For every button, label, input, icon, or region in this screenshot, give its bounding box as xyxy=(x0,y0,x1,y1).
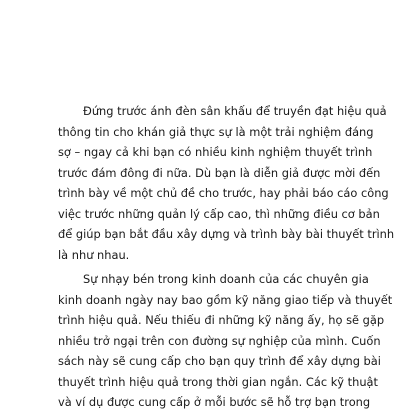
paragraph-1-line: trình bày về một chủ đề cho trước, hay phải báo cáo công xyxy=(58,186,389,200)
paragraph-1-line: sợ – ngay cả khi bạn có nhiều kinh nghiệm thuyết trình xyxy=(58,145,373,159)
paragraph-2-line: thuyết trình hiệu quả trong thời gian ngắn. Các kỹ thuật xyxy=(58,374,379,389)
paragraph-1-line: thông tin cho khán giả thực sự là một trải nghiệm đáng xyxy=(58,124,374,139)
paragraph-2-line: và ví dụ được cung cấp ở mỗi bước sẽ hỗ trợ bạn trong xyxy=(58,395,371,409)
paragraph-1-line: việc trước những quản lý cấp cao, thì những điều cơ bản xyxy=(58,206,380,221)
paragraph-2 xyxy=(58,269,393,413)
paragraph-2-line: Sự nhạy bén trong kinh doanh của các chuyên gia xyxy=(83,272,369,286)
paragraph-2-line: trình hiệu quả. Nếu thiếu đi những kỹ năng ấy, họ sẽ gặp xyxy=(58,313,385,327)
paragraph-1-line: Đứng trước ánh đèn sân khấu để truyền đạt hiệu quả xyxy=(83,104,387,118)
paragraph-1 xyxy=(58,101,395,265)
paragraph-2-line: kinh doanh ngày nay bao gồm kỹ năng giao tiếp và thuyết xyxy=(58,292,393,307)
paragraph-2-line: nhiều trở ngại trên con đường sự nghiệp của mình. Cuốn xyxy=(58,333,381,348)
paragraph-1-line: trước đám đông đi nữa. Dù bạn là diễn giả được mời đến xyxy=(58,165,381,180)
paragraph-1-line: để giúp bạn bắt đầu xây dựng và trình bày bài thuyết trình xyxy=(58,227,395,241)
paragraph-1-line: là như nhau. xyxy=(58,247,130,262)
paragraph-2-line: sách này sẽ cung cấp cho bạn quy trình để xây dựng bài xyxy=(58,354,381,368)
